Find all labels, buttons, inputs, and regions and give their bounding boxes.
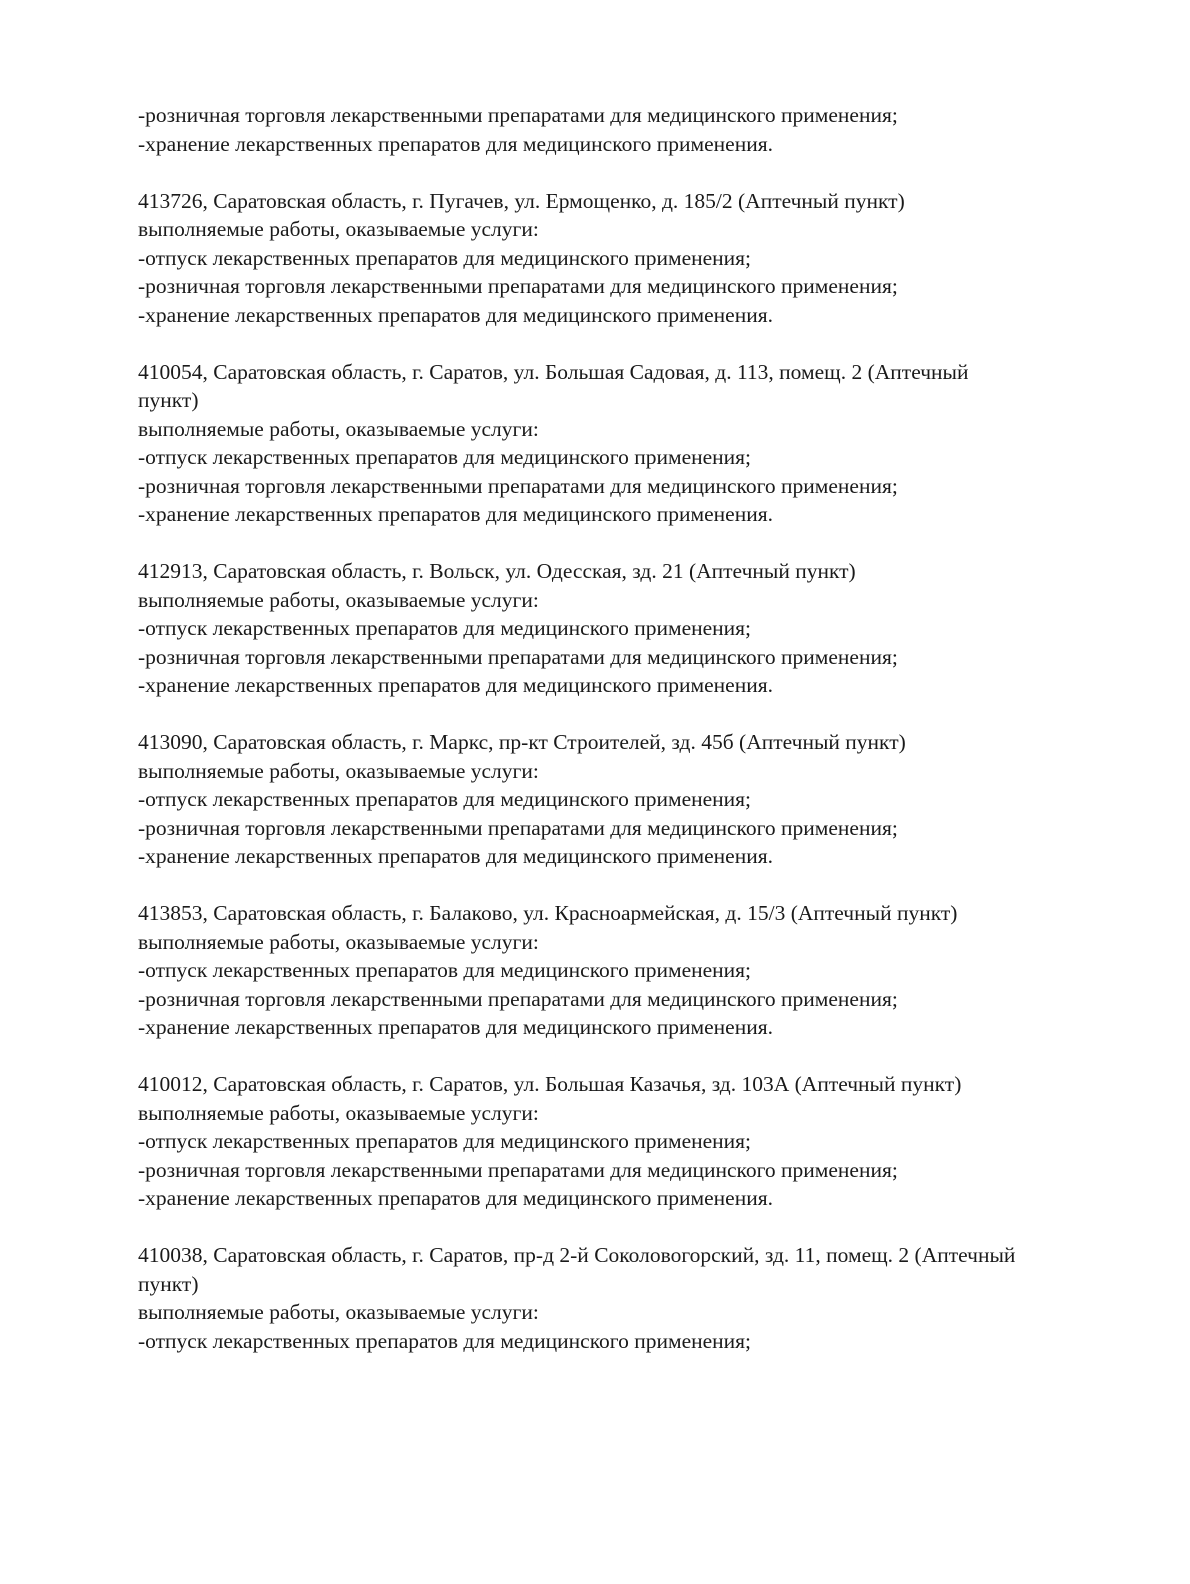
address-block [138, 728, 1138, 871]
address-block [138, 899, 1138, 1042]
text-line: выполняемые работы, оказываемые услуги: [138, 416, 539, 441]
text-line: выполняемые работы, оказываемые услуги: [138, 217, 539, 241]
address-line: 413726, Саратовская область, г. Пугачев, ул. Ермощенко, д. 185/2 (Аптечный пункт) [138, 188, 905, 213]
text-line: выполняемые работы, оказываемые услуги: [138, 929, 539, 954]
text-line: -отпуск лекарственных препаратов для медицинского применения; [138, 787, 752, 811]
address-line: пункт) [138, 388, 199, 412]
address-block [138, 557, 1138, 700]
text-line: -хранение лекарственных препаратов для медицинского применения. [138, 1186, 773, 1210]
text-line: выполняемые работы, оказываемые услуги: [138, 1300, 539, 1324]
address-line: 413090, Саратовская область, г. Маркс, пр-кт Строителей, зд. 45б (Аптечный пункт) [138, 730, 906, 754]
text-line: -хранение лекарственных препаратов для медицинского применения. [138, 673, 773, 697]
text-line: -хранение лекарственных препаратов для медицинского применения. [138, 302, 773, 327]
address-line: пункт) [138, 1271, 199, 1296]
text-line: -отпуск лекарственных препаратов для медицинского применения; [138, 616, 752, 640]
address-line: 410012, Саратовская область, г. Саратов, ул. Большая Казачья, зд. 103А (Аптечный пункт) [138, 1072, 962, 1096]
text-line: -отпуск лекарственных препаратов для медицинского применения; [138, 1328, 752, 1353]
text-line: -отпуск лекарственных препаратов для медицинского применения; [138, 958, 752, 982]
text-line: -хранение лекарственных препаратов для медицинского применения. [138, 502, 773, 526]
address-line: 410038, Саратовская область, г. Саратов, пр-д 2-й Соколовогорский, зд. 11, помещ. 2 (Аптечный [138, 1243, 1016, 1267]
text-line: -розничная торговля лекарственными препаратами для медицинского применения; [138, 1157, 898, 1182]
address-block [138, 358, 1138, 529]
text-line: -розничная торговля лекарственными препаратами для медицинского применения; [138, 644, 898, 669]
address-block [138, 187, 1138, 330]
text-line: -розничная торговля лекарственными препаратами для медицинского применения; [138, 274, 898, 298]
address-line: 413853, Саратовская область, г. Балаково, ул. Красноармейская, д. 15/3 (Аптечный пункт) [138, 901, 958, 925]
text-line: -отпуск лекарственных препаратов для медицинского применения; [138, 1129, 752, 1153]
text-line: -хранение лекарственных препаратов для медицинского применения. [138, 131, 773, 156]
text-line: выполняемые работы, оказываемые услуги: [138, 587, 539, 612]
document-page [138, 101, 1138, 1355]
text-line: -розничная торговля лекарственными препаратами для медицинского применения; [138, 986, 898, 1011]
address-block [138, 1070, 1138, 1213]
text-line: -розничная торговля лекарственными препаратами для медицинского применения; [138, 815, 898, 840]
intro-block [138, 101, 1138, 158]
text-line: -хранение лекарственных препаратов для медицинского применения. [138, 1015, 773, 1039]
text-line: -розничная торговля лекарственными препаратами для медицинского применения; [138, 473, 898, 498]
address-line: 412913, Саратовская область, г. Вольск, ул. Одесская, зд. 21 (Аптечный пункт) [138, 559, 856, 583]
text-line: -хранение лекарственных препаратов для медицинского применения. [138, 844, 773, 868]
text-line: -отпуск лекарственных препаратов для медицинского применения; [138, 445, 752, 469]
address-block [138, 1241, 1138, 1355]
text-line: -отпуск лекарственных препаратов для медицинского применения; [138, 245, 752, 270]
text-line: выполняемые работы, оказываемые услуги: [138, 1100, 539, 1125]
text-line: -розничная торговля лекарственными препаратами для медицинского применения; [138, 103, 898, 127]
text-line: выполняемые работы, оказываемые услуги: [138, 758, 539, 783]
address-line: 410054, Саратовская область, г. Саратов, ул. Большая Садовая, д. 113, помещ. 2 (Аптечный [138, 359, 969, 384]
